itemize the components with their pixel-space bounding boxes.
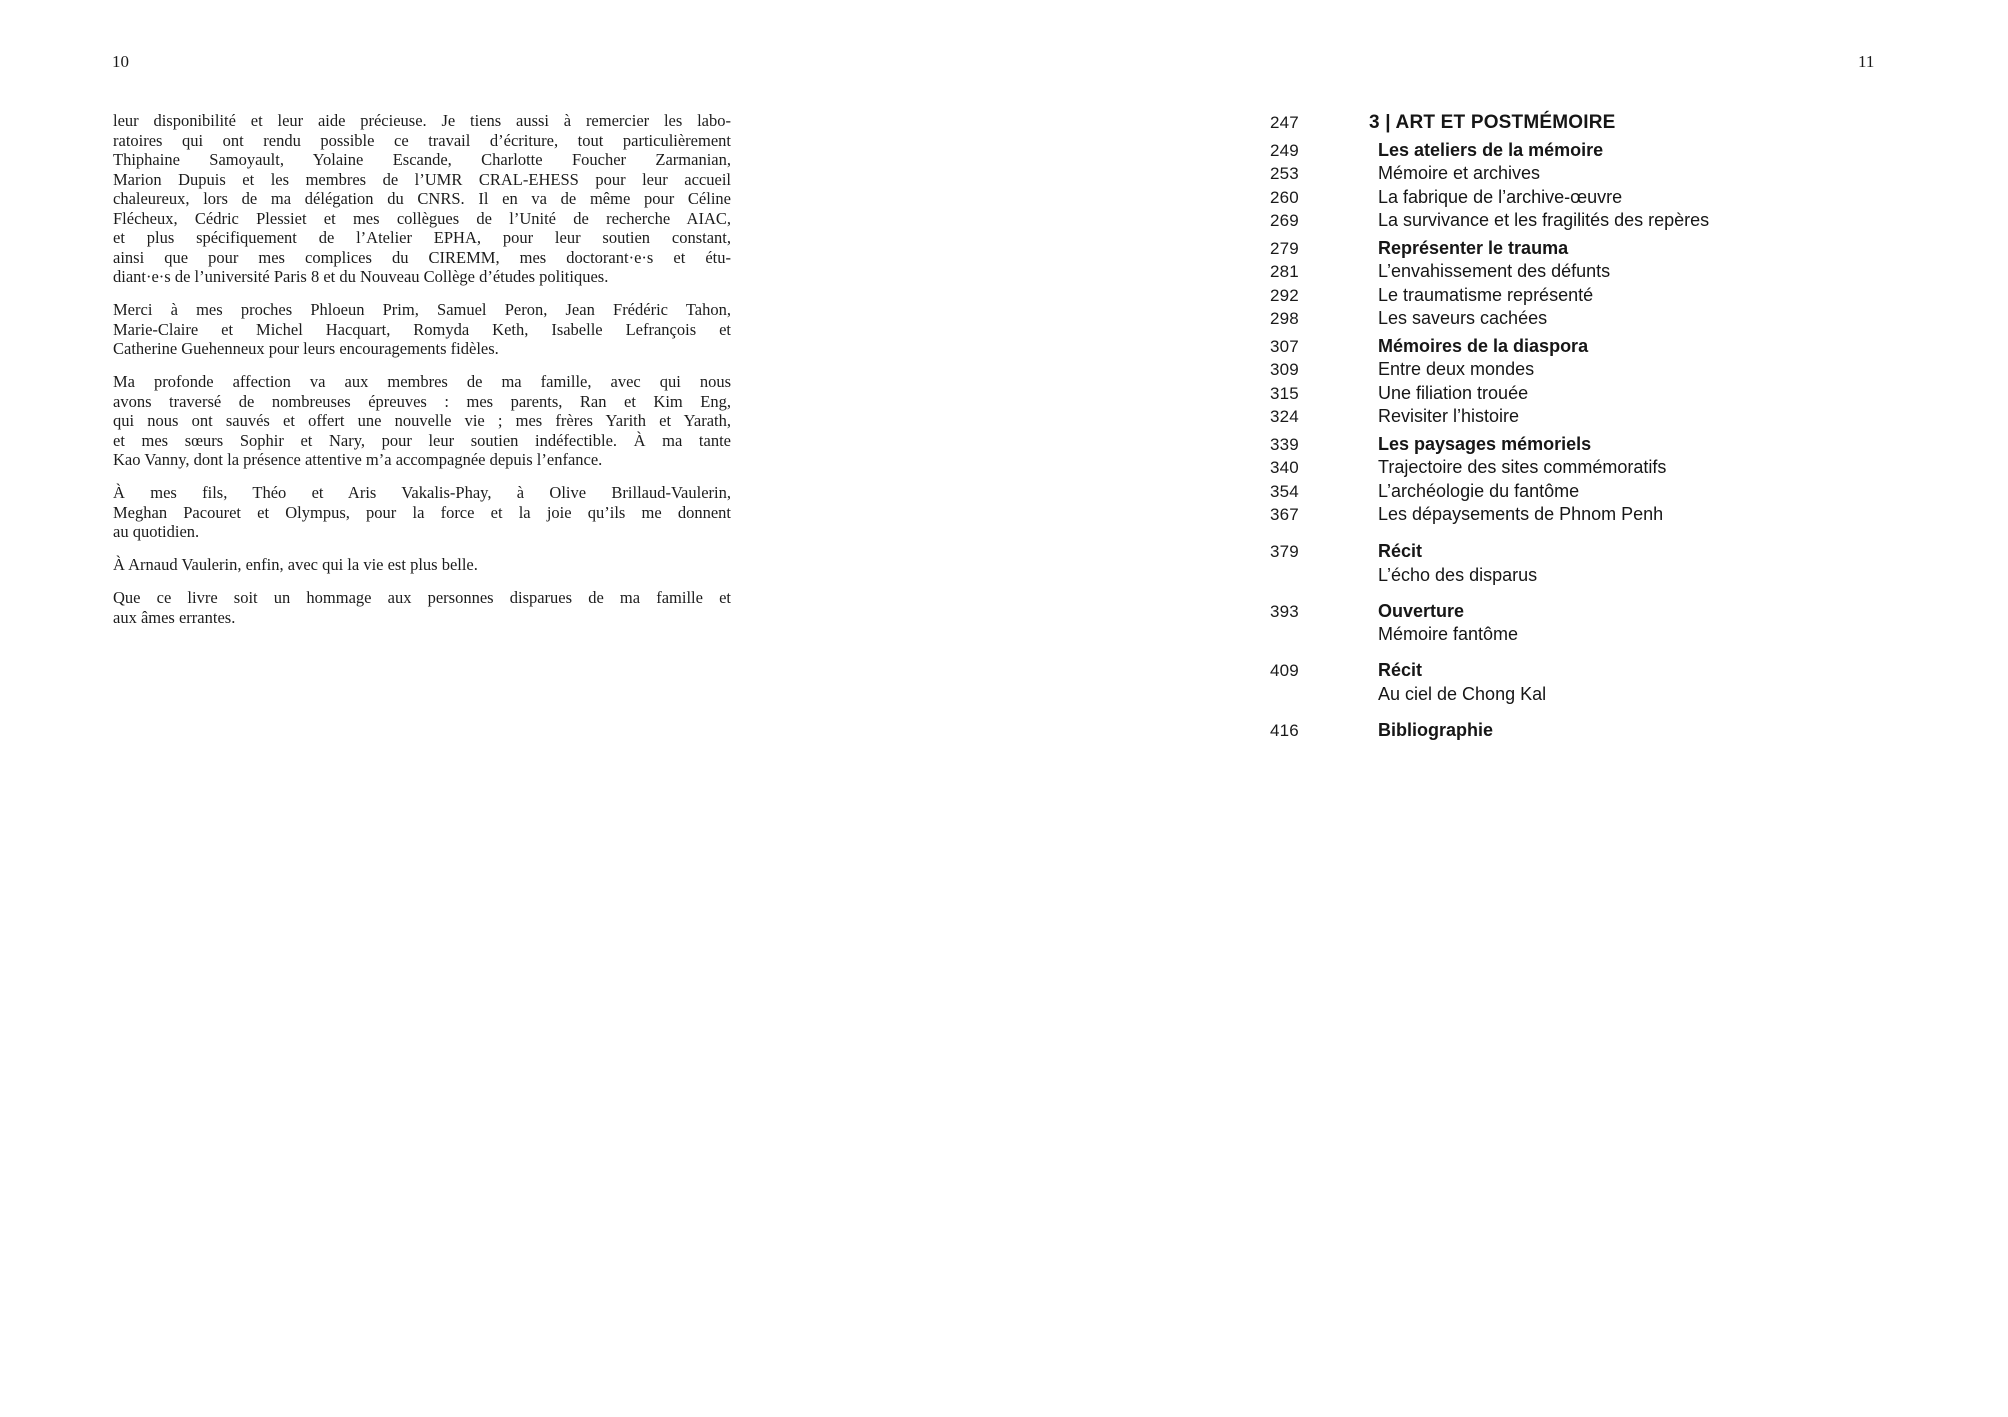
toc-page-number: 339 bbox=[1270, 434, 1299, 454]
body-text-line: Que ce livre soit un hommage aux personnes disparues de ma famille et bbox=[113, 588, 731, 607]
toc-row bbox=[1270, 237, 1830, 261]
toc-entry-title: 3 | ART ET POSTMÉMOIRE bbox=[1369, 112, 1616, 133]
toc-entry-title: Ouverture bbox=[1378, 600, 1465, 621]
body-text-line: avons traversé de nombreuses épreuves : mes parents, Ran et Kim Eng, bbox=[113, 391, 731, 411]
toc-row bbox=[1270, 335, 1830, 359]
toc-row bbox=[1270, 659, 1830, 683]
toc-row bbox=[1270, 260, 1830, 284]
toc-row bbox=[1270, 623, 1830, 646]
paragraph bbox=[113, 555, 731, 575]
toc-page-number: 340 bbox=[1270, 458, 1299, 477]
body-text-line: Kao Vanny, dont la présence attentive m’a accompagnée depuis l’enfance. bbox=[113, 450, 603, 469]
toc-page-number: 324 bbox=[1270, 407, 1299, 426]
toc-page-number: 409 bbox=[1270, 661, 1299, 680]
toc-entry-title: Le traumatisme représenté bbox=[1378, 284, 1594, 305]
toc-row bbox=[1270, 405, 1830, 429]
toc-page-number: 269 bbox=[1270, 211, 1299, 230]
paragraph bbox=[113, 588, 731, 627]
toc-page-number: 354 bbox=[1270, 481, 1299, 501]
body-text-line: Flécheux, Cédric Plessiet et mes collègues de l’Unité de recherche AIAC, bbox=[113, 208, 731, 228]
toc-page-number: 247 bbox=[1270, 113, 1299, 132]
paragraph bbox=[113, 372, 731, 470]
table-of-contents bbox=[1270, 112, 1830, 742]
toc-page-number: 393 bbox=[1270, 601, 1299, 621]
toc-page-number: 292 bbox=[1270, 285, 1299, 305]
toc-entry-title: Les saveurs cachées bbox=[1378, 308, 1548, 328]
toc-entry-title: Mémoire fantôme bbox=[1378, 624, 1519, 644]
body-text-line: et plus spécifiquement de l’Atelier EPHA, pour leur soutien constant, bbox=[113, 228, 731, 247]
body-text-line: ainsi que pour mes complices du CIREMM, mes doctorant·e·s et étu- bbox=[113, 247, 731, 267]
toc-entry-title: Bibliographie bbox=[1378, 719, 1494, 740]
toc-row bbox=[1270, 139, 1830, 163]
body-text-line: ratoires qui ont rendu possible ce travail d’écriture, tout particulièrement bbox=[113, 130, 731, 150]
toc-entry-title: Une filiation trouée bbox=[1378, 382, 1529, 403]
body-text-line: au quotidien. bbox=[113, 522, 200, 541]
body-text-line: Ma profonde affection va aux membres de ma famille, avec qui nous bbox=[113, 372, 731, 391]
toc-page-number: 253 bbox=[1270, 164, 1299, 183]
toc-row bbox=[1270, 284, 1830, 308]
body-text-line: diant·e·s de l’université Paris 8 et du Nouveau Collège d’études politiques. bbox=[113, 267, 609, 286]
body-text-line: Catherine Guehenneux pour leurs encouragements fidèles. bbox=[113, 339, 499, 358]
toc-entry-title: La fabrique de l’archive-œuvre bbox=[1378, 186, 1623, 207]
page-number-left: 10 bbox=[112, 52, 129, 71]
page-number-right: 11 bbox=[1858, 52, 1875, 71]
body-text-line: À Arnaud Vaulerin, enfin, avec qui la vie est plus belle. bbox=[113, 555, 478, 574]
toc-row bbox=[1270, 209, 1830, 233]
toc-entry-title: Entre deux mondes bbox=[1378, 359, 1535, 379]
toc-entry-title: Récit bbox=[1378, 660, 1423, 680]
toc-entry-title: Mémoires de la diaspora bbox=[1378, 335, 1589, 356]
body-text-line: qui nous ont sauvés et offert une nouvelle vie ; mes frères Yarith et Yarath, bbox=[113, 411, 731, 430]
toc-entry-title: Au ciel de Chong Kal bbox=[1378, 683, 1547, 704]
toc-row bbox=[1270, 307, 1830, 331]
body-text-line: chaleureux, lors de ma délégation du CNRS. Il en va de même pour Céline bbox=[113, 189, 731, 208]
toc-entry-title: La survivance et les fragilités des repères bbox=[1378, 210, 1710, 230]
toc-entry-title: Les dépaysements de Phnom Penh bbox=[1378, 504, 1664, 524]
toc-entry-title: Trajectoire des sites commémoratifs bbox=[1378, 457, 1667, 477]
toc-row bbox=[1270, 358, 1830, 382]
toc-entry-title: L’écho des disparus bbox=[1378, 564, 1538, 585]
paragraph bbox=[113, 300, 731, 359]
toc-row bbox=[1270, 480, 1830, 504]
toc-entry-title: Mémoire et archives bbox=[1378, 163, 1541, 183]
toc-page-number: 309 bbox=[1270, 360, 1299, 379]
toc-page-number: 416 bbox=[1270, 720, 1299, 740]
toc-entry-title: Revisiter l’histoire bbox=[1378, 406, 1520, 426]
toc-entry-title: Représenter le trauma bbox=[1378, 237, 1569, 258]
toc-page-number: 307 bbox=[1270, 336, 1299, 356]
body-text-line: Meghan Pacouret et Olympus, pour la force et la joie qu’ils me donnent bbox=[113, 502, 731, 522]
acknowledgments-text bbox=[113, 111, 731, 627]
toc-chapter-row bbox=[1270, 112, 1830, 135]
body-text-line: Thiphaine Samoyault, Yolaine Escande, Charlotte Foucher Zarmanian, bbox=[113, 150, 731, 169]
toc-row bbox=[1270, 186, 1830, 210]
toc-entry-title: Les ateliers de la mémoire bbox=[1378, 139, 1604, 160]
toc-page-number: 279 bbox=[1270, 238, 1299, 258]
toc-page-number: 249 bbox=[1270, 140, 1299, 160]
body-text-line: Marion Dupuis et les membres de l’UMR CRAL-EHESS pour leur accueil bbox=[113, 169, 731, 189]
toc-entry-title: L’archéologie du fantôme bbox=[1378, 480, 1580, 501]
toc-row bbox=[1270, 162, 1830, 186]
toc-entry-title: Récit bbox=[1378, 541, 1423, 561]
toc-page-number: 298 bbox=[1270, 309, 1299, 328]
toc-row bbox=[1270, 683, 1830, 706]
toc-entry-title: Les paysages mémoriels bbox=[1378, 433, 1592, 454]
body-text-line: aux âmes errantes. bbox=[113, 607, 236, 627]
paragraph bbox=[113, 483, 731, 542]
body-text-line: À mes fils, Théo et Aris Vakalis-Phay, à Olive Brillaud-Vaulerin, bbox=[113, 483, 731, 502]
toc-row bbox=[1270, 433, 1830, 457]
body-text-line: et mes sœurs Sophir et Nary, pour leur soutien indéfectible. À ma tante bbox=[113, 430, 731, 450]
toc-page-number: 367 bbox=[1270, 505, 1299, 524]
toc-page-number: 260 bbox=[1270, 187, 1299, 207]
toc-row bbox=[1270, 382, 1830, 406]
toc-page-number: 379 bbox=[1270, 542, 1299, 561]
toc-row bbox=[1270, 503, 1830, 527]
toc-row bbox=[1270, 719, 1830, 743]
toc-row bbox=[1270, 564, 1830, 587]
toc-row bbox=[1270, 600, 1830, 624]
toc-row bbox=[1270, 456, 1830, 480]
toc-row bbox=[1270, 540, 1830, 564]
paragraph bbox=[113, 111, 731, 287]
toc-page-number: 315 bbox=[1270, 383, 1299, 403]
body-text-line: leur disponibilité et leur aide précieuse. Je tiens aussi à remercier les labo- bbox=[113, 111, 731, 130]
toc-page-number: 281 bbox=[1270, 262, 1299, 281]
body-text-line: Marie-Claire et Michel Hacquart, Romyda Keth, Isabelle Lefrançois et bbox=[113, 319, 731, 339]
body-text-line: Merci à mes proches Phloeun Prim, Samuel Peron, Jean Frédéric Tahon, bbox=[113, 300, 731, 319]
toc-entry-title: L’envahissement des défunts bbox=[1378, 261, 1611, 281]
